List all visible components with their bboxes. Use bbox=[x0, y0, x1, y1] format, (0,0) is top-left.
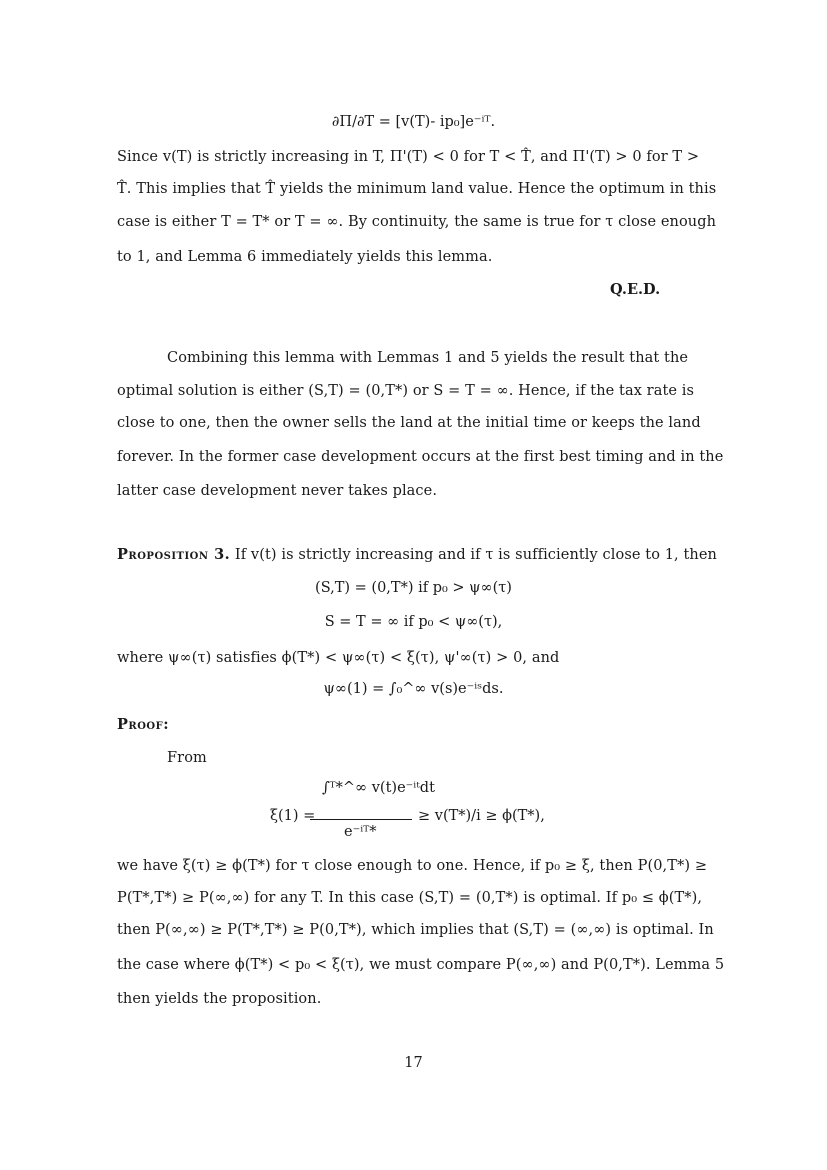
fraction-rhs: ≥ v(T*)/i ≥ ϕ(T*), bbox=[418, 808, 545, 824]
text-line: Since v(T) is strictly increasing in T, Π'(T) < 0 for T < T̂, and Π'(T) > 0 for T > bbox=[117, 149, 700, 165]
text-line: Combining this lemma with Lemmas 1 and 5 yields the result that the bbox=[167, 350, 689, 366]
text-line: then yields the proposition. bbox=[117, 991, 322, 1007]
text-line: From bbox=[167, 750, 207, 766]
equation-case-1: (S,T) = (0,T*) if p₀ > ψ∞(τ) bbox=[315, 580, 512, 596]
page-number: 17 bbox=[404, 1055, 423, 1071]
text-line: we have ξ(τ) ≥ ϕ(T*) for τ close enough to one. Hence, if p₀ ≥ ξ, then P(0,T*) ≥ bbox=[117, 858, 708, 874]
text-line: to 1, and Lemma 6 immediately yields this lemma. bbox=[117, 249, 493, 265]
equation-psi: ψ∞(1) = ∫₀^∞ v(s)e⁻ⁱˢds. bbox=[323, 681, 504, 697]
text-line: case is either T = T* or T = ∞. By continuity, the same is true for τ close enough bbox=[117, 214, 717, 230]
fraction-denominator: e⁻ⁱᵀ* bbox=[344, 824, 377, 840]
text-line: latter case development never takes place. bbox=[117, 483, 438, 499]
text-line: the case where ϕ(T*) < p₀ < ξ(τ), we must compare P(∞,∞) and P(0,T*). Lemma 5 bbox=[117, 957, 725, 973]
equation-xi-fraction bbox=[270, 780, 570, 850]
text-line: P(T*,T*) ≥ P(∞,∞) for any T. In this case (S,T) = (0,T*) is optimal. If p₀ ≤ ϕ(T*), bbox=[117, 890, 703, 906]
proof-label: Proof: bbox=[117, 716, 170, 733]
fraction-bar bbox=[310, 819, 412, 820]
proposition-label: Proposition 3. bbox=[117, 546, 231, 563]
text-line: optimal solution is either (S,T) = (0,T*) or S = T = ∞. Hence, if the tax rate is bbox=[117, 383, 695, 399]
qed-marker: Q.E.D. bbox=[610, 281, 661, 298]
text-line: T̂. This implies that T̂ yields the minimum land value. Hence the optimum in this bbox=[117, 181, 717, 197]
text-line: close to one, then the owner sells the land at the initial time or keeps the land bbox=[117, 415, 701, 431]
equation-case-2: S = T = ∞ if p₀ < ψ∞(τ), bbox=[324, 614, 503, 630]
proposition-statement bbox=[117, 546, 717, 564]
text-line: forever. In the former case development occurs at the first best timing and in the bbox=[117, 449, 724, 465]
proposition-text: If v(t) is strictly increasing and if τ is sufficiently close to 1, then bbox=[230, 547, 717, 563]
fraction-numerator: ∫ᵀ*^∞ v(t)e⁻ⁱᵗdt bbox=[322, 780, 435, 796]
fraction-lhs: ξ(1) = bbox=[270, 808, 316, 824]
text-line: then P(∞,∞) ≥ P(T*,T*) ≥ P(0,T*), which implies that (S,T) = (∞,∞) is optimal. In bbox=[117, 922, 714, 938]
equation-derivative: ∂Π/∂T = [v(T)- ip₀]e⁻ⁱᵀ. bbox=[331, 114, 496, 130]
text-line: where ψ∞(τ) satisfies ϕ(T*) < ψ∞(τ) < ξ(τ), ψ'∞(τ) > 0, and bbox=[117, 650, 560, 666]
